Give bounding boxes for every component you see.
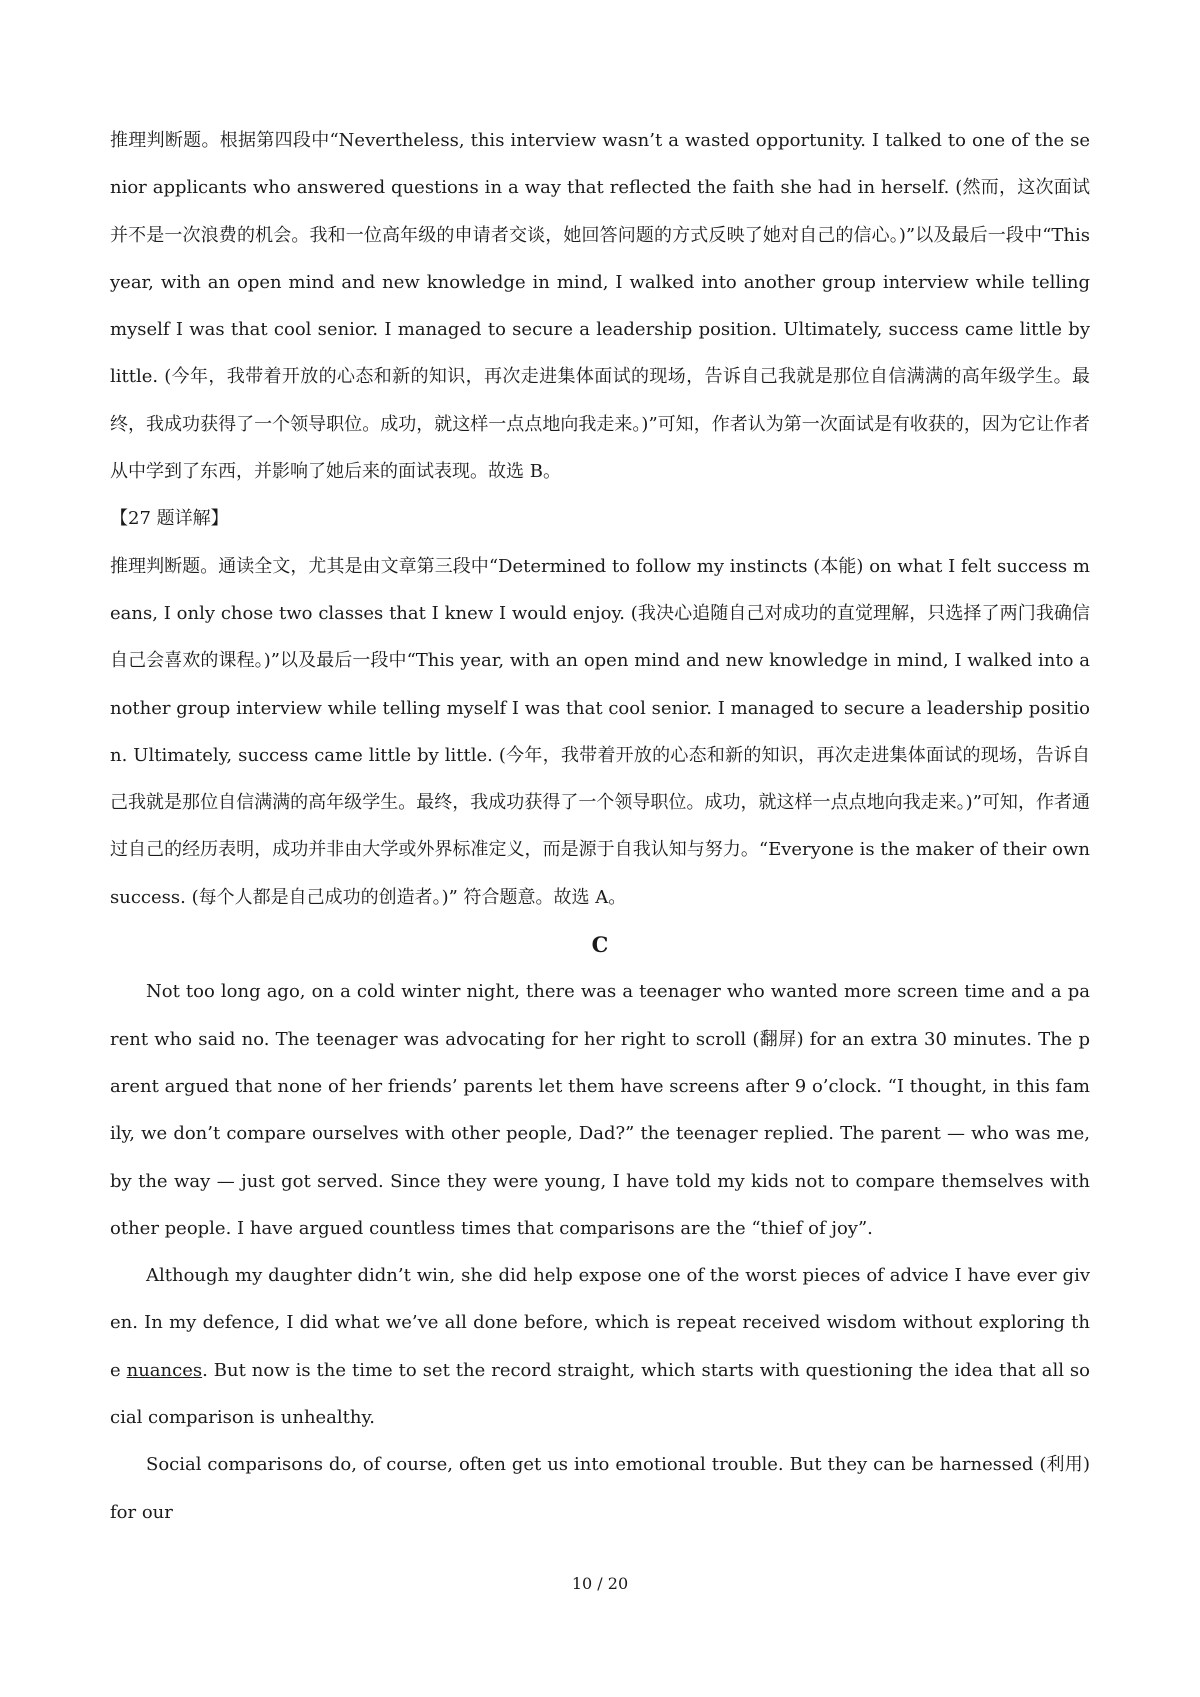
- explanation-26-paragraph: 推理判断题。根据第四段中“Nevertheless, this interview wasn’t a wasted opportunity. I talked to one of the senior applicants who answered questions in a way that reflected the faith she had in herself. (然而，这次面试并不是一次浪费的机会。我和一位高年级的申请者交谈，她回答问题的方式反映了她对自己的信心。)”以及最后一段中“This year, with an open mind and new knowledge in mind, I walked into another group interview while telling myself I was that cool senior. I managed to secure a leadership position. Ultimately, success came little by little. (今年，我带着开放的心态和新的知识，再次走进集体面试的现场，告诉自己我就是那位自信满满的高年级学生。最终，我成功获得了一个领导职位。成功，就这样一点点地向我走来。)”可知，作者认为第一次面试是有收获的，因为它让作者从中学到了东西，并影响了她后来的面试表现。故选 B。: [110, 130, 1090, 483]
- explanation-27-paragraph: 推理判断题。通读全文，尤其是由文章第三段中“Determined to follow my instincts (本能) on what I felt success means, I only chose two classes that I knew I would enjoy. (我决心追随自己对成功的直觉理解，只选择了两门我确信自己会喜欢的课程。)”以及最后一段中“This year, with an open mind and new knowledge in mind, I walked into another group interview while telling myself I was that cool senior. I managed to secure a leadership position. Ultimately, success came little by little. (今年，我带着开放的心态和新的知识，再次走进集体面试的现场，告诉自己我就是那位自信满满的高年级学生。最终，我成功获得了一个领导职位。成功，就这样一点点地向我走来。)”可知，作者通过自己的经历表明，成功并非由大学或外界标准定义，而是源于自我认知与努力。“Everyone is the maker of their own success. (每个人都是自己成功的创造者。)” 符合题意。故选 A。: [110, 555, 1090, 908]
- passage-paragraph-3: Social comparisons do, of course, often get us into emotional trouble. But they can be harnessed (利用) for our: [110, 1454, 1090, 1523]
- document-page: [110, 117, 1090, 1536]
- passage-paragraph-1: Not too long ago, on a cold winter night, there was a teenager who wanted more screen time and a parent who said no. The teenager was advocating for her right to scroll (翻屏) for an extra 30 minutes. The parent argued that none of her friends’ parents let them have screens after 9 o’clock. “I thought, in this family, we don’t compare ourselves with other people, Dad?” the teenager replied. The parent — who was me, by the way — just got served. Since they were young, I have told my kids not to compare themselves with other people. I have argued countless times that comparisons are the “thief of joy”.: [110, 981, 1090, 1239]
- section-c-title: C: [591, 932, 609, 958]
- passage-paragraph-2-end: . But now is the time to set the record straight, which starts with questioning the idea that all social comparison is unhealthy.: [110, 1359, 1090, 1429]
- passage-paragraph-2-start: Although my daughter didn’t win, she did help expose one of the worst pieces of advice I have ever given. In my defence, I did what we’ve all done before, which is repeat received wisdom without exploring the: [110, 1265, 1090, 1381]
- passage-paragraph-2: [110, 1252, 1090, 1441]
- page-number: 10 / 20: [571, 1574, 629, 1593]
- underlined-word-nuances: nuances: [126, 1359, 203, 1381]
- explanation-27-heading: 【27 题详解】: [110, 508, 229, 530]
